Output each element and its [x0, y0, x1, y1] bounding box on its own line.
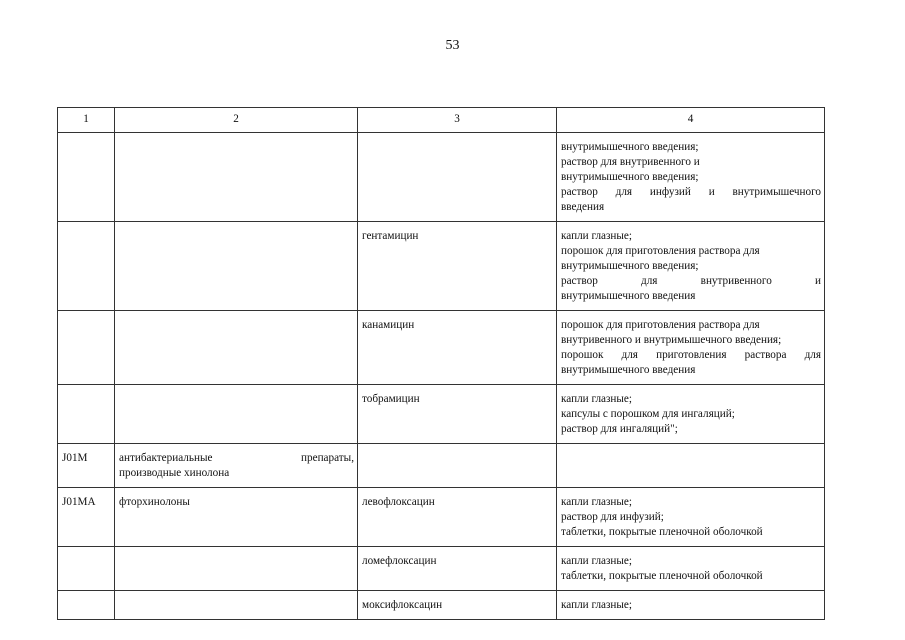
table-row	[58, 547, 825, 591]
drug-name-cell: моксифлоксацин	[358, 591, 557, 620]
group-cell	[115, 547, 358, 591]
drug-name-cell: канамицин	[358, 311, 557, 385]
drug-name-cell: тобрамицин	[358, 385, 557, 444]
group-line: фторхинолоны	[119, 496, 190, 508]
dosage-forms-cell	[557, 222, 825, 311]
table-row	[58, 385, 825, 444]
table-row	[58, 133, 825, 222]
dosage-form-line: раствор для внутривенного и	[561, 156, 700, 168]
group-cell	[115, 133, 358, 222]
dosage-form-line: порошок для приготовления раствора для	[561, 349, 821, 361]
dosage-form-line: раствор для ингаляций";	[561, 423, 678, 435]
group-cell	[115, 311, 358, 385]
dosage-forms-cell	[557, 311, 825, 385]
drug-table	[57, 107, 825, 620]
column-header-2: 2	[115, 108, 358, 133]
group-cell	[115, 444, 358, 488]
dosage-forms-cell	[557, 385, 825, 444]
atc-code-cell	[58, 222, 115, 311]
atc-code-cell	[58, 547, 115, 591]
dosage-forms-cell	[557, 488, 825, 547]
dosage-form-line: порошок для приготовления раствора для	[561, 319, 760, 331]
table-row	[58, 591, 825, 620]
dosage-form-line: таблетки, покрытые пленочной оболочкой	[561, 526, 763, 538]
dosage-form-line: раствор для инфузий и внутримышечного	[561, 186, 821, 198]
atc-code-cell	[58, 133, 115, 222]
dosage-form-line: порошок для приготовления раствора для	[561, 245, 760, 257]
atc-code-cell: J01M	[58, 444, 115, 488]
dosage-form-line: введения	[561, 201, 605, 213]
page-number: 53	[445, 38, 460, 53]
atc-code-cell	[58, 385, 115, 444]
atc-code-cell: J01MA	[58, 488, 115, 547]
table-row	[58, 444, 825, 488]
dosage-form-line: капли глазные;	[561, 230, 633, 242]
table-row	[58, 222, 825, 311]
dosage-form-line: внутривенного и внутримышечного введения;	[561, 334, 782, 346]
table-row	[58, 488, 825, 547]
dosage-form-line: капсулы с порошком для ингаляций;	[561, 408, 735, 420]
dosage-form-line: капли глазные;	[561, 393, 633, 405]
dosage-forms-cell	[557, 591, 825, 620]
column-header-4: 4	[557, 108, 825, 133]
dosage-form-line: раствор для внутривенного и	[561, 275, 821, 287]
dosage-form-line: капли глазные;	[561, 599, 633, 611]
dosage-form-line: раствор для инфузий;	[561, 511, 664, 523]
dosage-form-line: таблетки, покрытые пленочной оболочкой	[561, 570, 763, 582]
atc-code-cell	[58, 591, 115, 620]
column-header-3: 3	[358, 108, 557, 133]
dosage-form-line: внутримышечного введения	[561, 364, 696, 376]
table-header-row	[58, 108, 825, 133]
dosage-form-line: капли глазные;	[561, 496, 633, 508]
group-cell	[115, 222, 358, 311]
dosage-forms-cell	[557, 133, 825, 222]
table-row	[58, 311, 825, 385]
drug-name-cell: левофлоксацин	[358, 488, 557, 547]
dosage-form-line: внутримышечного введения;	[561, 260, 699, 272]
dosage-forms-cell	[557, 444, 825, 488]
atc-code-cell	[58, 311, 115, 385]
group-cell	[115, 488, 358, 547]
group-line: производные хинолона	[119, 467, 230, 479]
group-line: антибактериальные препараты,	[119, 452, 354, 464]
drug-name-cell: гентамицин	[358, 222, 557, 311]
dosage-form-line: капли глазные;	[561, 555, 633, 567]
dosage-forms-cell	[557, 547, 825, 591]
column-header-1: 1	[58, 108, 115, 133]
drug-name-cell	[358, 133, 557, 222]
group-cell	[115, 591, 358, 620]
group-cell	[115, 385, 358, 444]
dosage-form-line: внутримышечного введения;	[561, 141, 699, 153]
drug-name-cell: ломефлоксацин	[358, 547, 557, 591]
drug-name-cell	[358, 444, 557, 488]
dosage-form-line: внутримышечного введения;	[561, 171, 699, 183]
table-body	[58, 108, 825, 620]
dosage-form-line: внутримышечного введения	[561, 290, 696, 302]
